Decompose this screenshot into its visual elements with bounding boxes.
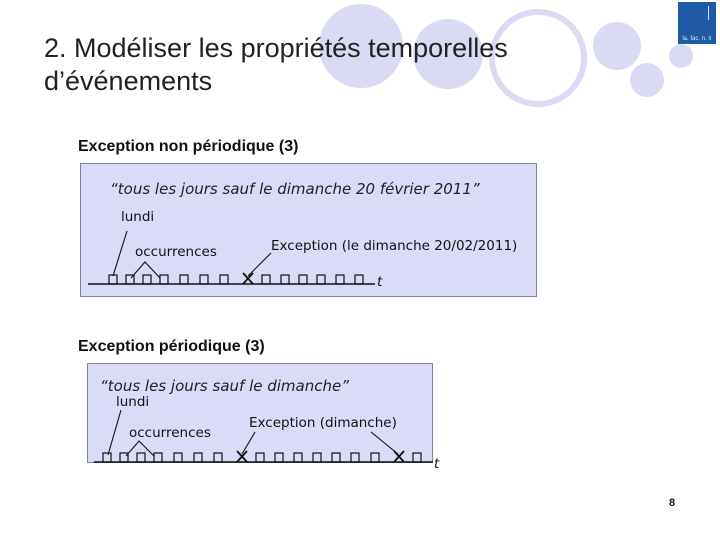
logo-text: la. fac. n. lr bbox=[682, 36, 712, 42]
university-logo bbox=[678, 2, 716, 44]
quote-non-periodic: “tous les jours sauf le dimanche 20 février 2011” bbox=[110, 180, 480, 198]
slide-title: 2. Modéliser les propriétés temporelles d’événements bbox=[44, 33, 508, 96]
decor-circle bbox=[669, 44, 693, 68]
axis-t-label: t bbox=[434, 456, 440, 472]
exception-label: Exception (le dimanche 20/02/2011) bbox=[271, 238, 518, 254]
occurrences-label: occurrences bbox=[135, 244, 217, 260]
lundi-label: lundi bbox=[116, 394, 150, 410]
axis-t-label: t bbox=[377, 274, 383, 290]
section-heading-periodic: Exception périodique (3) bbox=[78, 338, 265, 355]
exception-label: Exception (dimanche) bbox=[249, 415, 397, 431]
quote-periodic: “tous les jours sauf le dimanche” bbox=[100, 377, 349, 395]
section-heading-non-periodic: Exception non périodique (3) bbox=[78, 138, 299, 155]
logo-mark bbox=[708, 6, 715, 20]
lundi-label: lundi bbox=[121, 209, 155, 225]
occurrences-label: occurrences bbox=[129, 425, 211, 441]
page-number: 8 bbox=[669, 497, 676, 509]
